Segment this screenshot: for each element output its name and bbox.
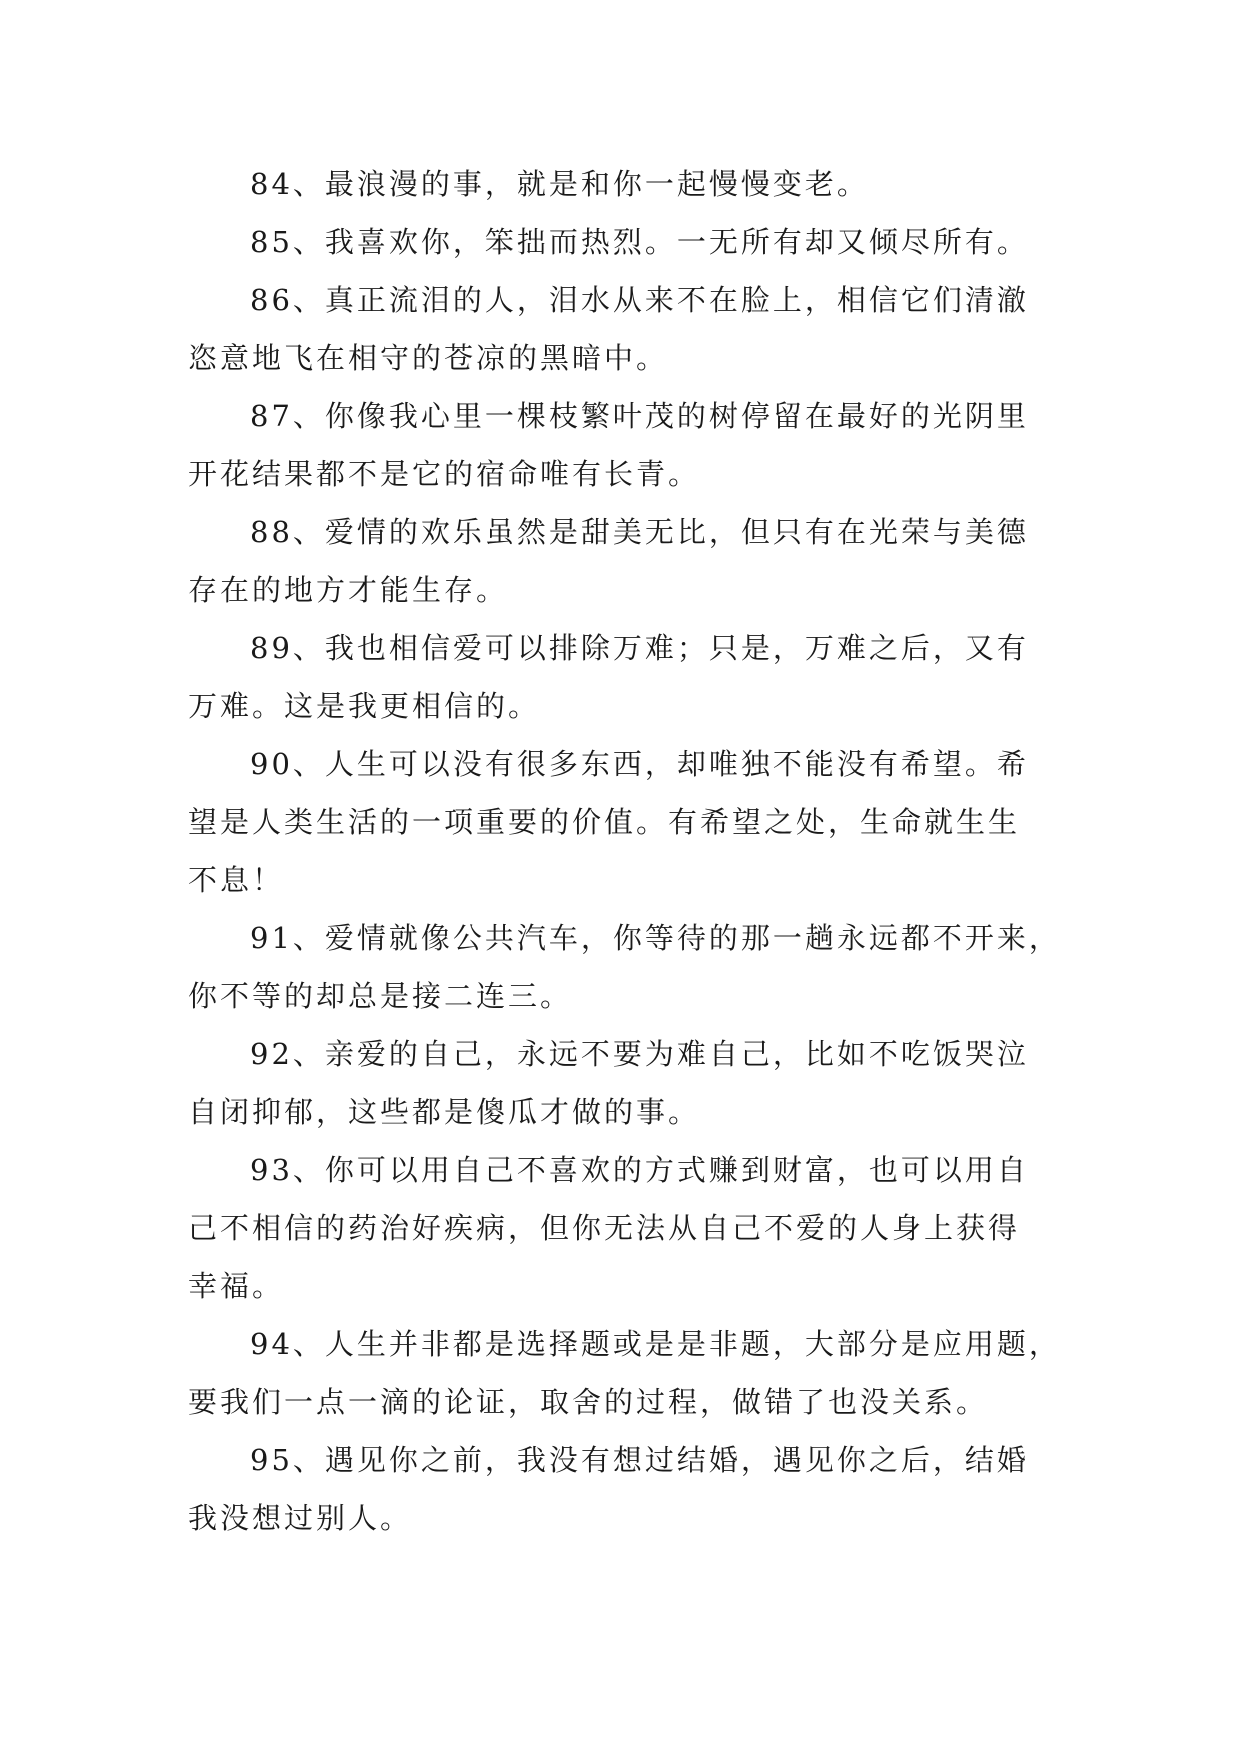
paragraph-line: 87、你像我心里一棵枝繁叶茂的树停留在最好的光阴里 xyxy=(250,399,1029,433)
paragraph-line: 己不相信的药治好疾病，但你无法从自己不爱的人身上获得 xyxy=(188,1211,1021,1245)
paragraph-91 xyxy=(188,909,1068,1025)
paragraph-line: 93、你可以用自己不喜欢的方式赚到财富，也可以用自 xyxy=(250,1153,1029,1187)
paragraph-line: 自闭抑郁，这些都是傻瓜才做的事。 xyxy=(188,1095,701,1129)
paragraph-line: 89、我也相信爱可以排除万难；只是，万难之后，又有 xyxy=(250,631,1029,665)
paragraph-88 xyxy=(188,503,1068,619)
paragraph-line: 85、我喜欢你，笨拙而热烈。一无所有却又倾尽所有。 xyxy=(250,225,1029,259)
paragraph-line: 万难。这是我更相信的。 xyxy=(188,689,541,723)
paragraph-92 xyxy=(188,1025,1068,1141)
paragraph-95 xyxy=(188,1431,1068,1547)
paragraph-90 xyxy=(188,735,1068,909)
paragraph-86 xyxy=(188,271,1068,387)
paragraph-line: 你不等的却总是接二连三。 xyxy=(188,979,573,1013)
paragraph-93 xyxy=(188,1141,1068,1315)
paragraph-line: 92、亲爱的自己，永远不要为难自己，比如不吃饭哭泣 xyxy=(250,1037,1029,1071)
paragraph-line: 88、爱情的欢乐虽然是甜美无比，但只有在光荣与美德 xyxy=(250,515,1029,549)
paragraph-94 xyxy=(188,1315,1068,1431)
paragraph-line: 不息！ xyxy=(188,863,285,897)
paragraph-line: 84、最浪漫的事，就是和你一起慢慢变老。 xyxy=(250,167,869,201)
paragraph-line: 要我们一点一滴的论证，取舍的过程，做错了也没关系。 xyxy=(188,1385,989,1419)
paragraph-line: 86、真正流泪的人，泪水从来不在脸上，相信它们清澈 xyxy=(250,283,1029,317)
paragraph-line: 95、遇见你之前，我没有想过结婚，遇见你之后，结婚 xyxy=(250,1443,1029,1477)
paragraph-line: 91、爱情就像公共汽车，你等待的那一趟永远都不开来， xyxy=(250,921,1061,955)
paragraph-line: 存在的地方才能生存。 xyxy=(188,573,509,607)
paragraph-line: 94、人生并非都是选择题或是是非题，大部分是应用题， xyxy=(250,1327,1061,1361)
paragraph-line: 我没想过别人。 xyxy=(188,1501,413,1535)
paragraph-line: 望是人类生活的一项重要的价值。有希望之处，生命就生生 xyxy=(188,805,1021,839)
paragraph-line: 幸福。 xyxy=(188,1269,285,1303)
paragraph-84 xyxy=(188,155,1068,213)
paragraph-87 xyxy=(188,387,1068,503)
paragraph-89 xyxy=(188,619,1068,735)
document-body xyxy=(188,155,1068,1547)
paragraph-85 xyxy=(188,213,1068,271)
paragraph-line: 恣意地飞在相守的苍凉的黑暗中。 xyxy=(188,341,669,375)
paragraph-line: 开花结果都不是它的宿命唯有长青。 xyxy=(188,457,701,491)
paragraph-line: 90、人生可以没有很多东西，却唯独不能没有希望。希 xyxy=(250,747,1029,781)
